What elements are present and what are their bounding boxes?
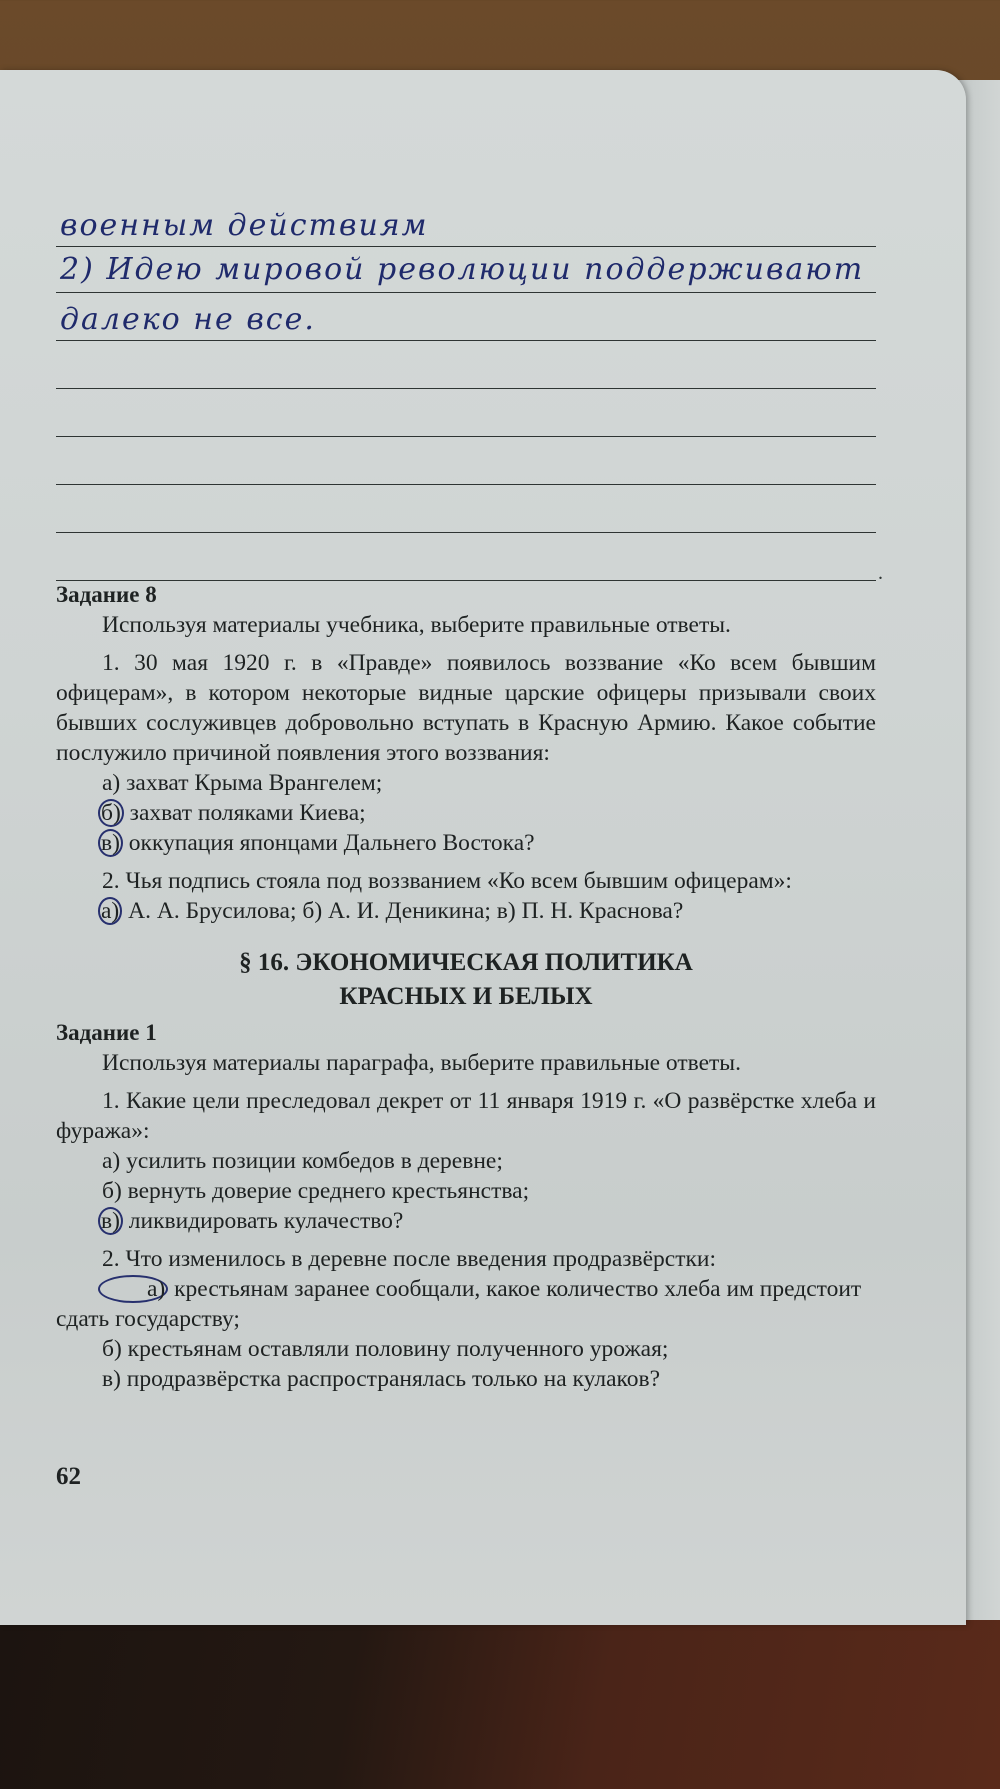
ruled-line — [56, 436, 876, 437]
option-v[interactable]: в) продразвёрстка распространялась только на кулаков? — [102, 1366, 660, 1392]
circle-mark-icon: б) — [98, 799, 124, 827]
task-1-instruction: Используя материалы параграфа, выберите правильные ответы. — [102, 1050, 741, 1076]
task-8-instruction: Используя материалы учебника, выберите правильные ответы. — [102, 612, 731, 638]
ruled-line — [56, 484, 876, 485]
ruled-line — [56, 340, 876, 341]
section-title: § 16. ЭКОНОМИЧЕСКАЯ ПОЛИТИКА КРАСНЫХ И БЕЛЫХ — [239, 949, 693, 1010]
task-1-question-2: 2. Что изменилось в деревне после введения продразвёрстки: — [102, 1246, 717, 1272]
option-b-circled[interactable]: б) захват поляками Киева; — [56, 798, 876, 828]
table-surface — [0, 1620, 1000, 1789]
circle-mark-icon: в) — [98, 1207, 123, 1235]
printed-content — [56, 580, 876, 1394]
circle-mark-icon: а) — [98, 1275, 168, 1303]
task-8-question-2: 2. Чья подпись стояла под воззванием «Ко всем бывшим офицерам»: — [102, 868, 792, 894]
task-8-title: Задание 8 — [56, 582, 157, 607]
page-number: 62 — [56, 1463, 81, 1490]
circle-mark-icon: в) — [98, 829, 123, 857]
option-a[interactable]: а) усилить позиции комбедов в деревне; — [102, 1148, 503, 1174]
task-8-question-1: 1. 30 мая 1920 г. в «Правде» появилось воззвание «Ко всем бывшим офицерам», в котором некоторые видные царские офицеры призывали своих бывших сослуживцев добровольно вступать в Красную Армию. Какое событие послужило причиной появления этого воззвания: — [56, 650, 876, 766]
option-a[interactable]: а) захват Крыма Врангелем; — [102, 770, 383, 796]
handwritten-line-2: 2) Идею мировой революции поддерживают — [60, 252, 865, 287]
option-v-circled[interactable]: в) оккупация японцами Дальнего Востока? — [56, 828, 876, 858]
line-end-dot: . — [878, 562, 883, 584]
ruled-line — [56, 292, 876, 293]
handwritten-line-1: военным действиям — [60, 208, 429, 243]
circle-mark-icon: а) — [98, 897, 122, 925]
ruled-line — [56, 388, 876, 389]
inline-options[interactable]: а) А. А. Брусилова; б) А. И. Деникина; в) П. Н. Краснова? — [56, 896, 876, 926]
ruled-line — [56, 532, 876, 533]
option-b[interactable]: б) крестьянам оставляли половину полученного урожая; — [102, 1336, 669, 1362]
option-a-circled[interactable]: а) крестьянам заранее сообщали, какое количество хлеба им предстоит сдать государству; — [56, 1276, 862, 1332]
option-v-circled[interactable]: в) ликвидировать кулачество? — [56, 1206, 876, 1236]
option-b[interactable]: б) вернуть доверие среднего крестьянства; — [102, 1178, 530, 1204]
task-1-question-1: 1. Какие цели преследовал декрет от 11 января 1919 г. «О развёрстке хлеба и фуража»: — [56, 1088, 876, 1144]
handwritten-line-3: далеко не все. — [60, 302, 316, 337]
workbook-page — [0, 70, 966, 1625]
task-1-title: Задание 1 — [56, 1020, 157, 1045]
ruled-line — [56, 246, 876, 247]
